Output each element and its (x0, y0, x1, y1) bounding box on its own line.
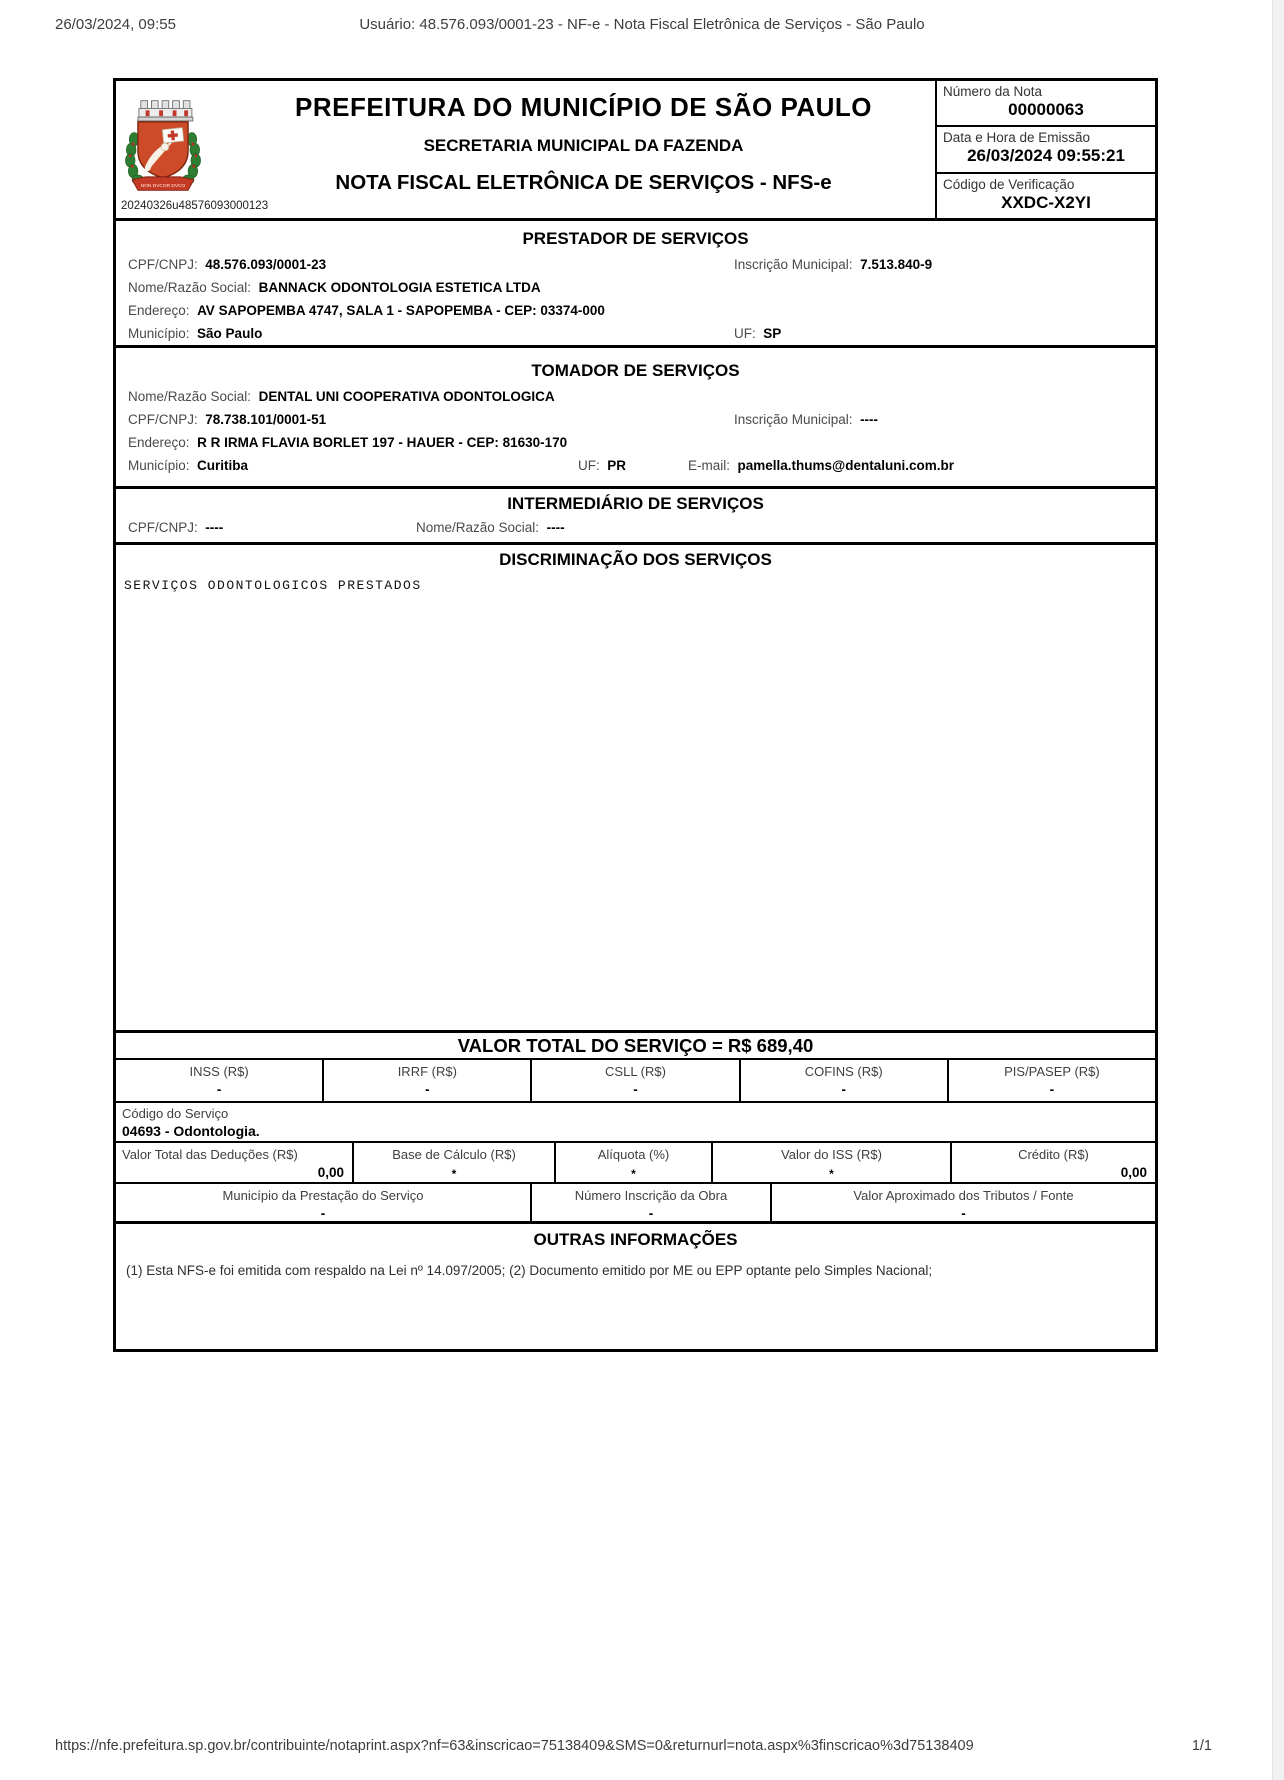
tomador-uf-label: UF: (578, 458, 600, 473)
valores-col-base-calculo (352, 1143, 554, 1182)
valor-total-text: VALOR TOTAL DO SERVIÇO = R$ 689,40 (457, 1035, 814, 1056)
impostos-value: - (1049, 1082, 1055, 1097)
valores-iss-table (116, 1143, 1155, 1184)
local-header: Número Inscrição da Obra (574, 1188, 728, 1203)
org-department: SECRETARIA MUNICIPAL DA FAZENDA (423, 136, 744, 155)
org-name: PREFEITURA DO MUNICÍPIO DE SÃO PAULO (294, 92, 873, 122)
tomador-cpf-label: CPF/CNPJ: (128, 412, 198, 427)
sao-paulo-coat-of-arms-icon (124, 93, 202, 204)
intermediario-cpf-value: ---- (205, 520, 224, 535)
impostos-col-cofins (739, 1060, 947, 1101)
local-value: - (961, 1206, 966, 1221)
prestador-cpf-row (116, 253, 1155, 276)
prestador-cpf-label: CPF/CNPJ: (128, 257, 198, 272)
codigo-servico-value: 04693 - Odontologia. (122, 1123, 260, 1139)
outras-informacoes-title: OUTRAS INFORMAÇÕES (533, 1230, 738, 1249)
tomador-section (116, 348, 1155, 489)
prestador-im-value: 7.513.840-9 (860, 257, 933, 272)
prestador-endereco-label: Endereço: (128, 303, 190, 318)
prestador-im-label: Inscrição Municipal: (734, 257, 853, 272)
local-header: Valor Aproximado dos Tributos / Fonte (853, 1188, 1074, 1203)
tomador-endereco-row (116, 431, 1155, 454)
tomador-nome-label: Nome/Razão Social: (128, 389, 252, 404)
print-page-indicator: 1/1 (1191, 1738, 1212, 1754)
tomador-email-label: E-mail: (688, 458, 731, 473)
valores-header: Base de Cálculo (R$) (392, 1147, 516, 1162)
nota-number-label: Número da Nota (943, 84, 1043, 99)
vertical-scrollbar[interactable] (1272, 0, 1284, 1780)
intermediario-section (116, 489, 1155, 545)
local-obra-tributos-table (116, 1184, 1155, 1224)
emission-datetime-label: Data e Hora de Emissão (943, 130, 1091, 146)
valores-header: Valor do ISS (R$) (781, 1147, 882, 1162)
impostos-header: PIS/PASEP (R$) (1004, 1064, 1100, 1079)
prestador-uf-label: UF: (734, 326, 756, 341)
header-titles (236, 81, 931, 195)
tomador-title: TOMADOR DE SERVIÇOS (531, 361, 740, 380)
valores-col-valor-iss (711, 1143, 950, 1182)
tomador-nome-value: DENTAL UNI COOPERATIVA ODONTOLOGICA (258, 389, 555, 404)
valores-header: Crédito (R$) (1018, 1147, 1089, 1162)
impostos-value: - (633, 1082, 638, 1097)
valores-value: * (829, 1167, 834, 1181)
codigo-servico-section (116, 1103, 1155, 1143)
tomador-endereco-label: Endereço: (128, 435, 190, 450)
tomador-im-value: ---- (860, 412, 879, 427)
prestador-municipio-label: Município: (128, 326, 190, 341)
discriminacao-title: DISCRIMINAÇÃO DOS SERVIÇOS (499, 550, 772, 569)
browser-print-footer (0, 1738, 1284, 1758)
valores-value: 0,00 (317, 1165, 344, 1180)
local-col-inscricao-obra (530, 1184, 770, 1221)
tomador-nome-row (116, 385, 1155, 408)
intermediario-cpf-label: CPF/CNPJ: (128, 520, 198, 535)
nota-info-box (935, 81, 1155, 218)
print-source-url: https://nfe.prefeitura.sp.gov.br/contribuinte/notaprint.aspx?nf=63&inscricao=75138409&SMS=0&returnurl=nota.aspx%3finscricao%3d75138409 (55, 1738, 974, 1754)
verification-code-value: XXDC-X2YI (1001, 192, 1091, 212)
document-title: NOTA FISCAL ELETRÔNICA DE SERVIÇOS - NFS-e (335, 171, 832, 194)
prestador-nome-label: Nome/Razão Social: (128, 280, 252, 295)
impostos-col-csll (530, 1060, 738, 1101)
codigo-servico-label: Código do Serviço (122, 1106, 229, 1121)
nfse-document (113, 78, 1158, 1352)
intermediario-nome-value: ---- (546, 520, 565, 535)
logo-motto: NON DVCOR DVCO (140, 183, 186, 189)
prestador-nome-row (116, 276, 1155, 299)
tomador-municipio-label: Município: (128, 458, 190, 473)
nota-number-cell (937, 81, 1155, 125)
discriminacao-section (116, 545, 1155, 1033)
impostos-header: IRRF (R$) (397, 1064, 457, 1079)
impostos-value: - (216, 1082, 222, 1097)
valores-col-credito (950, 1143, 1155, 1182)
document-header (116, 81, 1155, 221)
intermediario-nome-label: Nome/Razão Social: (416, 520, 540, 535)
nota-number-value: 00000063 (1008, 100, 1084, 119)
tomador-cpf-row (116, 408, 1155, 431)
header-barcode-text: 20240326u48576093000123 (121, 200, 269, 212)
tomador-im-label: Inscrição Municipal: (734, 412, 853, 427)
impostos-value: - (841, 1082, 846, 1097)
outras-informacoes-text: (1) Esta NFS-e foi emitida com respaldo na Lei nº 14.097/2005; (2) Documento emitido por ME ou EPP optante pelo Simples Nacional; (126, 1263, 933, 1278)
prestador-endereco-value: AV SAPOPEMBA 4747, SALA 1 - SAPOPEMBA - CEP: 03374-000 (197, 303, 605, 318)
valores-value: * (631, 1167, 636, 1181)
discriminacao-content: SERVIÇOS ODONTOLOGICOS PRESTADOS (124, 578, 422, 593)
verification-code-label: Código de Verificação (943, 176, 1075, 192)
local-header: Município da Prestação do Serviço (222, 1188, 424, 1203)
valor-total-section (116, 1033, 1155, 1060)
valores-col-aliquota (554, 1143, 711, 1182)
prestador-cpf-value: 48.576.093/0001-23 (205, 257, 327, 272)
tomador-email-value: pamella.thums@dentaluni.com.br (737, 458, 954, 473)
tomador-uf-value: PR (607, 458, 627, 473)
outras-informacoes-section (116, 1224, 1155, 1349)
tomador-municipio-row (116, 454, 1155, 477)
local-col-municipio-prestacao (116, 1184, 530, 1221)
impostos-header: CSLL (R$) (605, 1064, 666, 1079)
prestador-municipio-row (116, 322, 1155, 345)
local-value: - (648, 1206, 654, 1221)
browser-print-header (0, 16, 1284, 40)
tomador-endereco-value: R R IRMA FLAVIA BORLET 197 - HAUER - CEP: 81630-170 (197, 435, 568, 450)
impostos-value: - (425, 1082, 430, 1097)
prestador-endereco-row (116, 299, 1155, 322)
valores-value: 0,00 (1120, 1165, 1147, 1180)
prestador-uf-value: SP (763, 326, 782, 341)
local-col-tributos-fonte (770, 1184, 1155, 1221)
emission-datetime-value: 26/03/2024 09:55:21 (967, 146, 1125, 166)
tomador-cpf-value: 78.738.101/0001-51 (205, 412, 327, 427)
impostos-header: COFINS (R$) (804, 1064, 883, 1079)
local-value: - (320, 1206, 326, 1221)
print-datetime: 26/03/2024, 09:55 (55, 16, 176, 33)
intermediario-row (116, 516, 1155, 539)
emission-datetime-cell (937, 125, 1155, 171)
valores-col-deducoes (116, 1143, 352, 1182)
valores-header: Valor Total das Deduções (R$) (122, 1147, 298, 1162)
valores-header: Alíquota (%) (597, 1147, 670, 1162)
valores-value: * (451, 1167, 457, 1181)
prestador-section (116, 221, 1155, 348)
prestador-municipio-value: São Paulo (197, 326, 263, 341)
impostos-col-pispasep (947, 1060, 1155, 1101)
tomador-municipio-value: Curitiba (197, 458, 249, 473)
print-page-title: Usuário: 48.576.093/0001-23 - NF-e - Nota Fiscal Eletrônica de Serviços - São Paulo (359, 16, 925, 33)
verification-code-cell (937, 172, 1155, 218)
prestador-nome-value: BANNACK ODONTOLOGIA ESTETICA LTDA (258, 280, 541, 295)
prestador-title: PRESTADOR DE SERVIÇOS (522, 229, 749, 248)
impostos-col-irrf (322, 1060, 530, 1101)
intermediario-title: INTERMEDIÁRIO DE SERVIÇOS (507, 494, 764, 513)
impostos-col-inss (116, 1060, 322, 1101)
impostos-federais-table (116, 1060, 1155, 1103)
impostos-header: INSS (R$) (189, 1064, 249, 1079)
